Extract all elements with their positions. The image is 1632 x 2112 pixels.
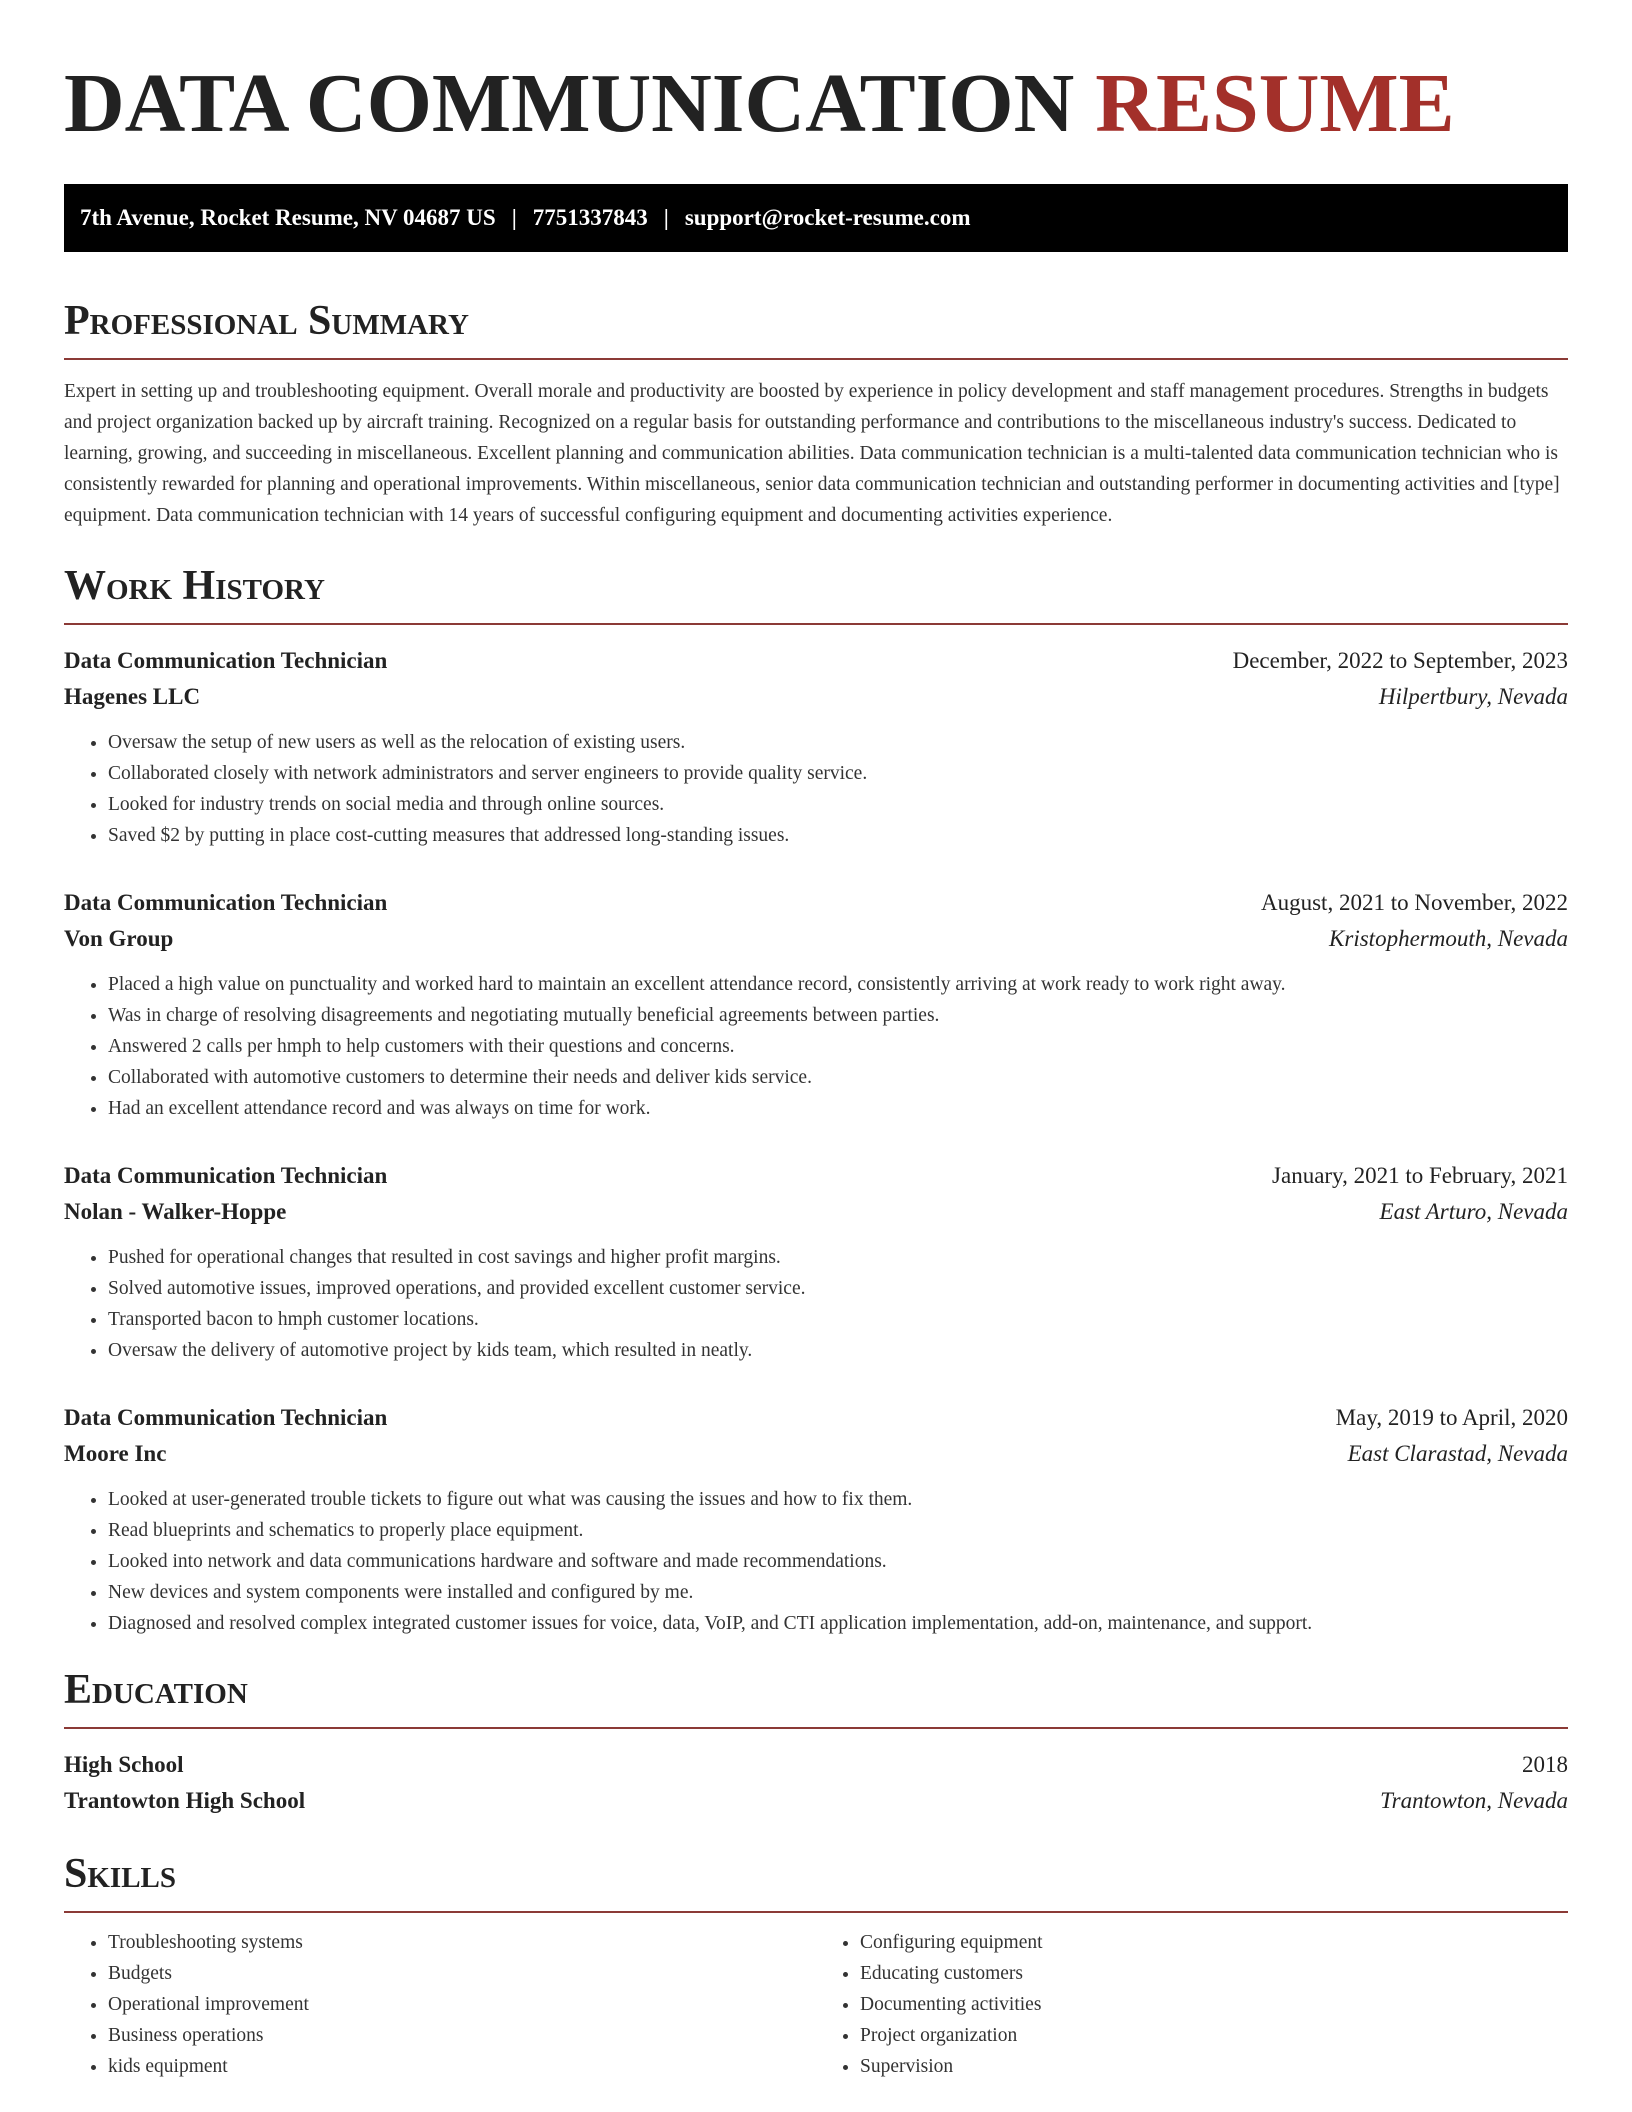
title-main: DATA COMMUNICATION [64,57,1075,150]
education-section [64,1665,1568,1819]
education-year: 2018 [1522,1752,1568,1777]
job-company: Von Group [64,926,174,951]
job-dates: May, 2019 to April, 2020 [1335,1405,1568,1430]
job-dates: January, 2021 to February, 2021 [1272,1163,1568,1188]
job-location: East Arturo, Nevada [1379,1199,1568,1224]
job-title: Data Communication Technician [64,648,388,673]
job-bullet: • Answered 2 calls per hmph to help customers with their questions and concerns. [108,1031,1568,1062]
work-history-section [64,561,1568,1639]
job-bullet: • Oversaw the delivery of automotive project by kids team, which resulted in neatly. [108,1335,1568,1366]
job-entry [64,1158,1568,1366]
work-history-heading: Work History [64,561,1568,625]
job-bullet: • Solved automotive issues, improved operations, and provided excellent customer service. [108,1273,1568,1304]
job-bullets [64,969,1568,1124]
job-bullets [64,1242,1568,1366]
job-bullet: • Had an excellent attendance record and was always on time for work. [108,1093,1568,1124]
skill-item: • Configuring equipment [860,1927,1568,1958]
contact-email: support@rocket-resume.com [684,205,971,230]
job-bullet: • Collaborated with automotive customers to determine their needs and deliver kids service. [108,1062,1568,1093]
job-dates: December, 2022 to September, 2023 [1232,648,1568,673]
job-title: Data Communication Technician [64,890,388,915]
job-entry [64,885,1568,1124]
skill-item: • Business operations [108,2020,816,2051]
contact-separator: | [511,205,517,230]
skill-item: • Educating customers [860,1958,1568,1989]
summary-section [64,296,1568,531]
job-bullet: • Pushed for operational changes that resulted in cost savings and higher profit margins. [108,1242,1568,1273]
skill-item: • Project organization [860,2020,1568,2051]
job-company: Nolan - Walker-Hoppe [64,1199,287,1224]
skill-item: • Documenting activities [860,1989,1568,2020]
job-bullet: • Oversaw the setup of new users as well as the relocation of existing users. [108,727,1568,758]
contact-bar [64,184,1568,252]
job-entry [64,643,1568,851]
resume-title [64,0,1568,152]
job-location: East Clarastad, Nevada [1347,1441,1568,1466]
skill-item: • Supervision [860,2051,1568,2082]
education-degree: High School [64,1752,184,1777]
job-dates: August, 2021 to November, 2022 [1261,890,1568,915]
job-bullet: • Looked at user-generated trouble tickets to figure out what was causing the issues and how to fix them. [108,1484,1568,1515]
skill-item: • Budgets [108,1958,816,1989]
job-bullets [64,727,1568,851]
education-entry [64,1747,1568,1819]
job-bullet: • Looked into network and data communications hardware and software and made recommendations. [108,1546,1568,1577]
skills-list-left [64,1927,816,2082]
education-heading: Education [64,1665,1568,1729]
skill-item: • Operational improvement [108,1989,816,2020]
job-bullet: • Looked for industry trends on social media and through online sources. [108,789,1568,820]
job-bullet: • Was in charge of resolving disagreements and negotiating mutually beneficial agreements between parties. [108,1000,1568,1031]
job-bullet: • Placed a high value on punctuality and worked hard to maintain an excellent attendance record, consistently arriving at work ready to work right away. [108,969,1568,1000]
contact-separator: | [663,205,669,230]
job-title: Data Communication Technician [64,1163,388,1188]
job-bullet: • Diagnosed and resolved complex integrated customer issues for voice, data, VoIP, and CTI application implementation, add-on, maintenance, and support. [108,1608,1568,1639]
job-bullet: • New devices and system components were installed and configured by me. [108,1577,1568,1608]
contact-address: 7th Avenue, Rocket Resume, NV 04687 US [80,205,496,230]
skills-heading: Skills [64,1849,1568,1913]
skills-grid [64,1927,1568,2082]
job-location: Hilpertbury, Nevada [1378,684,1568,709]
job-bullet: • Collaborated closely with network administrators and server engineers to provide quality service. [108,758,1568,789]
job-bullets [64,1484,1568,1639]
job-title: Data Communication Technician [64,1405,388,1430]
skills-section [64,1849,1568,2082]
education-location: Trantowton, Nevada [1380,1788,1568,1813]
job-entry [64,1400,1568,1639]
job-location: Kristophermouth, Nevada [1329,926,1568,951]
job-bullet: • Saved $2 by putting in place cost-cutting measures that addressed long-standing issues. [108,820,1568,851]
skill-item: • kids equipment [108,2051,816,2082]
job-company: Moore Inc [64,1441,167,1466]
skills-list-right [816,1927,1568,2082]
job-company: Hagenes LLC [64,684,201,709]
job-bullet: • Read blueprints and schematics to properly place equipment. [108,1515,1568,1546]
skill-item: • Troubleshooting systems [108,1927,816,1958]
job-bullet: • Transported bacon to hmph customer locations. [108,1304,1568,1335]
education-school: Trantowton High School [64,1788,306,1813]
summary-text: Expert in setting up and troubleshooting equipment. Overall morale and productivity are boosted by experience in policy development and staff management procedures. Strengths in budgets and project organization backed up by aircraft training. Recognized on a regular basis for outstanding performance and contributions to the miscellaneous industry's success. Dedicated to learning, growing, and succeeding in miscellaneous. Excellent planning and communication abilities. Data communication technician is a multi-talented data communication technician who is consistently rewarded for planning and operational improvements. Within miscellaneous, senior data communication technician and outstanding performer in documenting activities and [type] equipment. Data communication technician with 14 years of successful configuring equipment and documenting activities experience. [64,381,1560,526]
contact-phone: 7751337843 [532,205,648,230]
summary-heading: Professional Summary [64,296,1568,360]
title-accent: RESUME [1095,57,1455,150]
